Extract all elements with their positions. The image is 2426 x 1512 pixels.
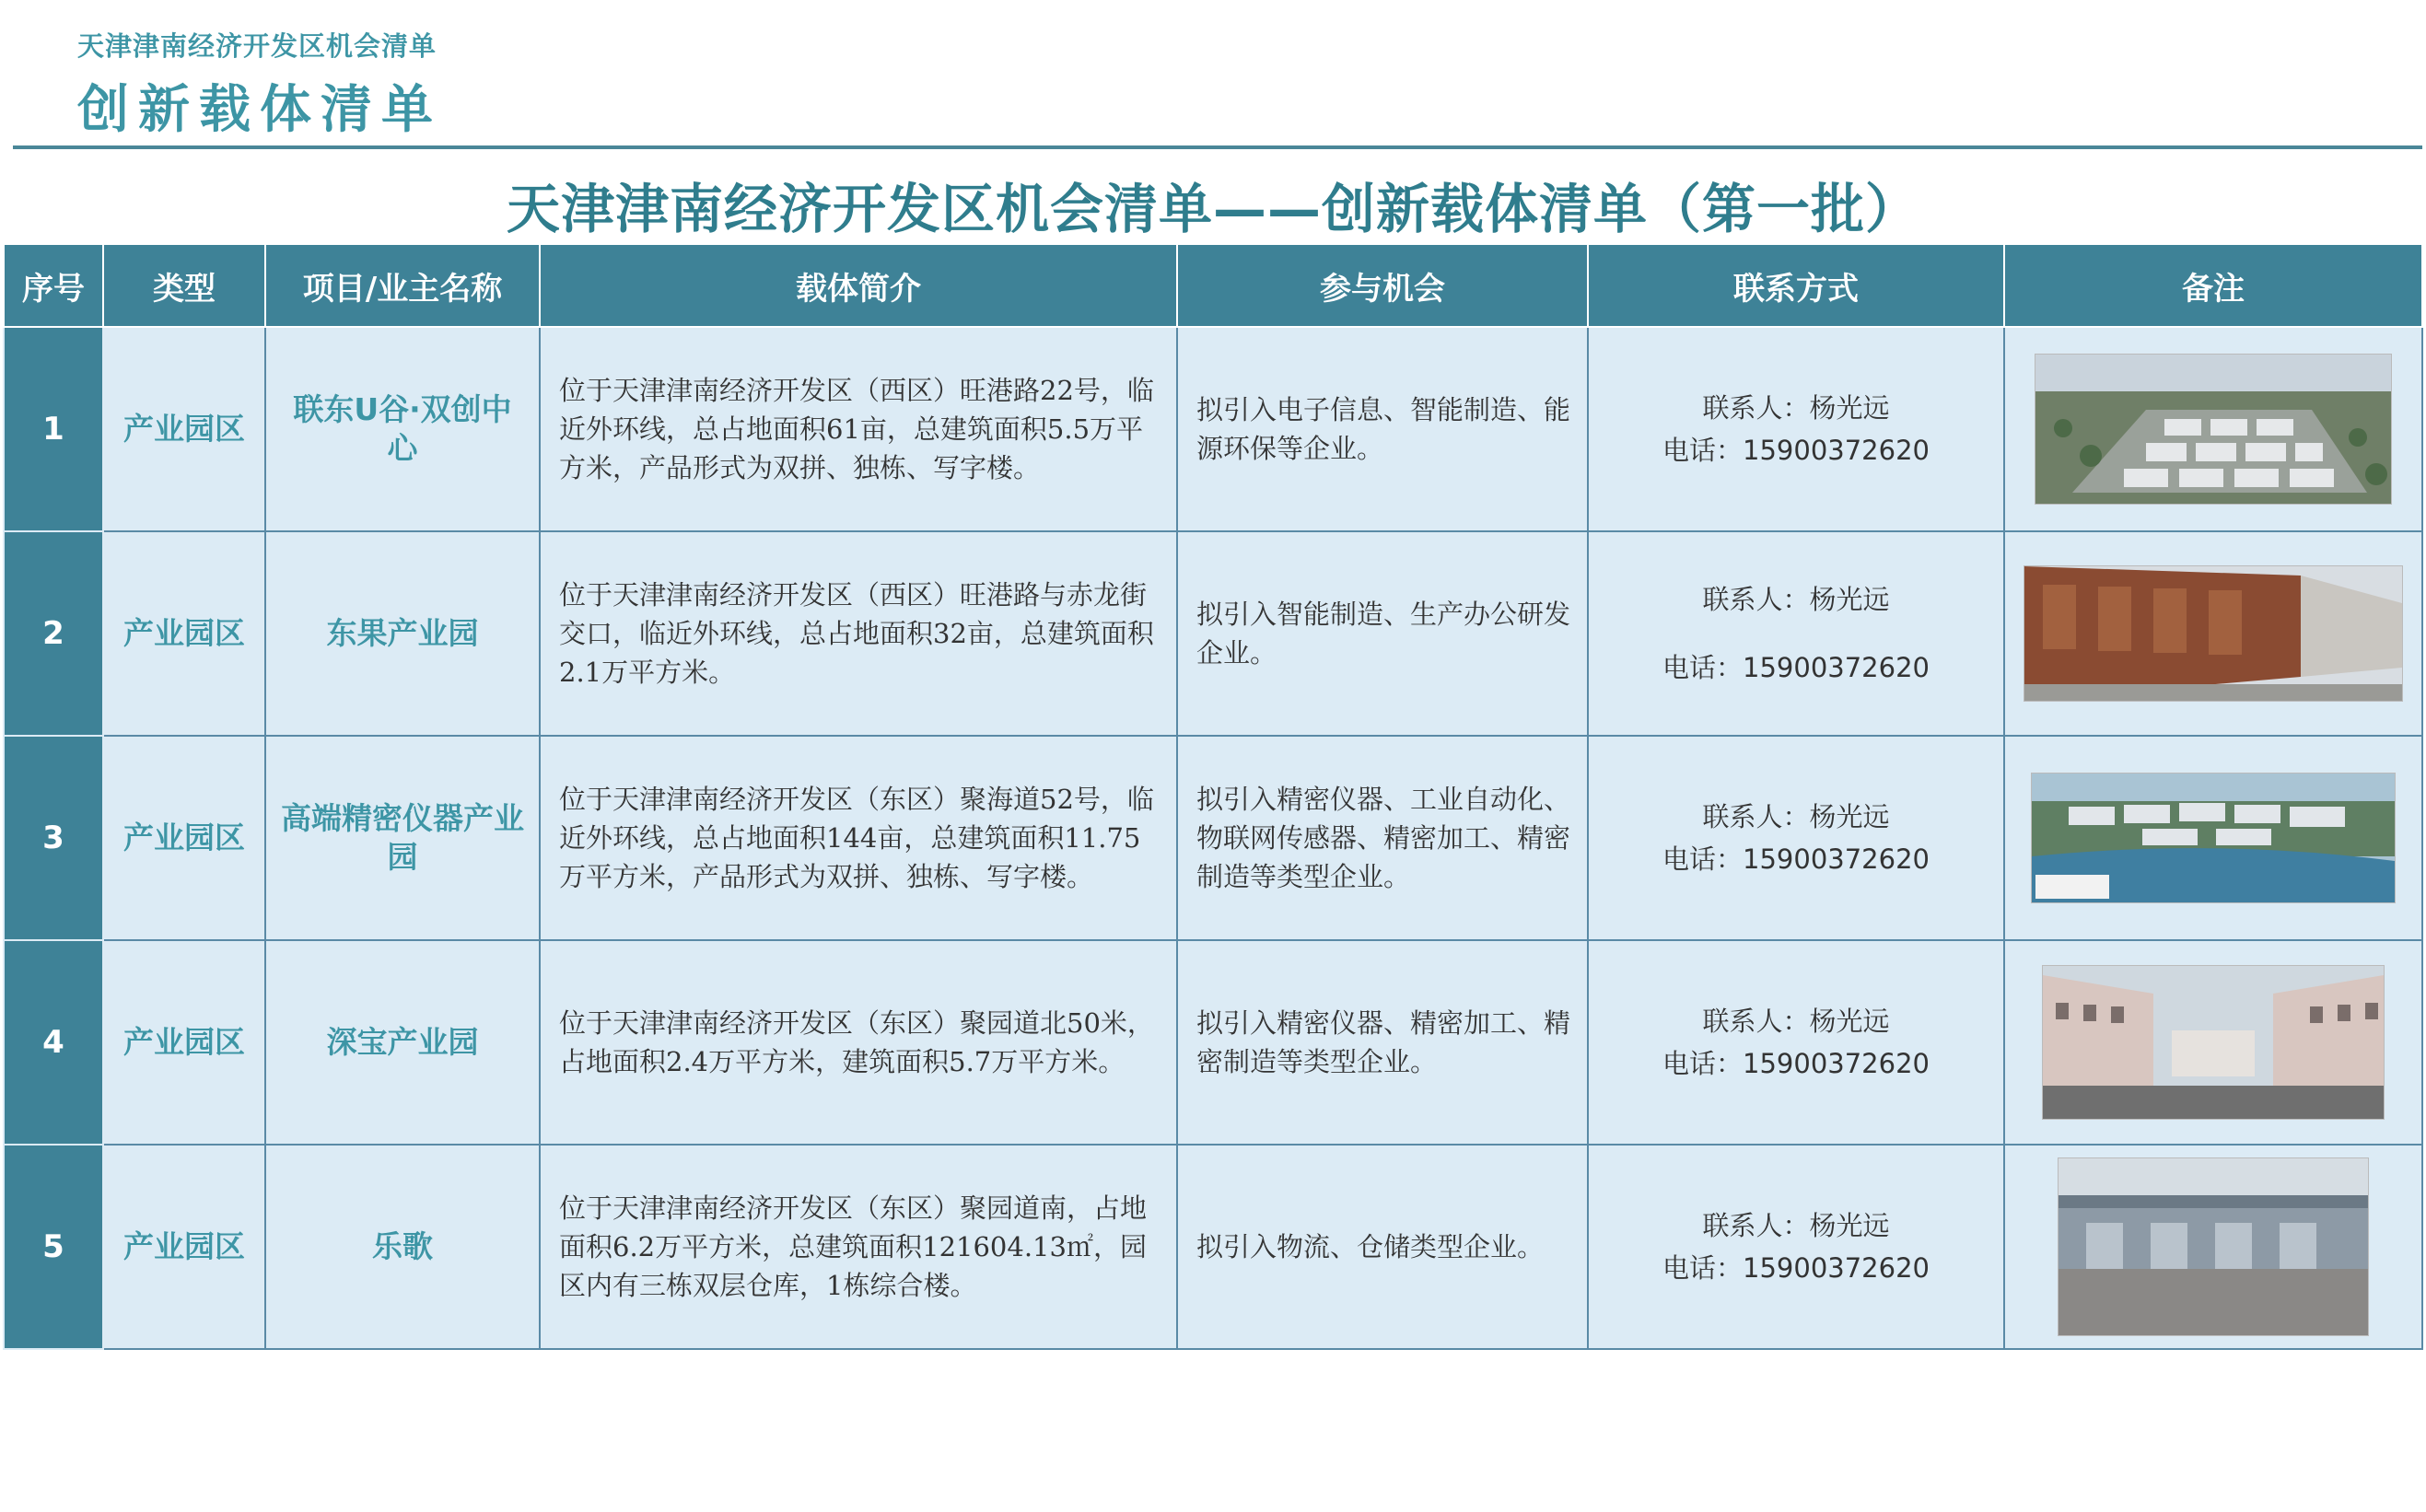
table-row — [4, 531, 2422, 736]
contact-phone: 电话：15900372620 — [1662, 435, 1930, 466]
row-note — [2004, 940, 2422, 1145]
column-header-type: 类型 — [103, 244, 265, 327]
row-opportunity: 拟引入电子信息、智能制造、能源环保等企业。 — [1177, 327, 1588, 531]
row-opportunity: 拟引入精密仪器、工业自动化、物联网传感器、精密加工、精密制造等类型企业。 — [1177, 736, 1588, 940]
riverside-park-rendering — [2031, 773, 2396, 903]
row-contact — [1588, 736, 2004, 940]
office-buildings-photo — [2042, 965, 2385, 1120]
contact-person: 联系人：杨光远 — [1702, 392, 1890, 424]
row-seq: 4 — [4, 940, 103, 1145]
row-note — [2004, 531, 2422, 736]
column-header-note: 备注 — [2004, 244, 2422, 327]
row-type: 产业园区 — [103, 1145, 265, 1349]
brand-subtitle: 天津津南经济开发区机会清单 — [77, 30, 437, 62]
column-header-intro: 载体简介 — [540, 244, 1177, 327]
contact-person: 联系人：杨光远 — [1702, 1210, 1890, 1241]
row-seq: 5 — [4, 1145, 103, 1349]
row-contact — [1588, 531, 2004, 736]
row-seq: 3 — [4, 736, 103, 940]
table-row — [4, 736, 2422, 940]
column-header-seq: 序号 — [4, 244, 103, 327]
row-name: 联东U谷·双创中心 — [265, 327, 540, 531]
carrier-table — [3, 243, 2423, 1350]
row-type: 产业园区 — [103, 531, 265, 736]
row-type: 产业园区 — [103, 327, 265, 531]
column-header-opportunity: 参与机会 — [1177, 244, 1588, 327]
warehouse-photo — [2058, 1157, 2369, 1336]
row-opportunity: 拟引入物流、仓储类型企业。 — [1177, 1145, 1588, 1349]
table-row — [4, 1145, 2422, 1349]
row-intro: 位于天津津南经济开发区（西区）旺港路与赤龙街交口，临近外环线，总占地面积32亩，总建筑面积2.1万平方米。 — [540, 531, 1177, 736]
row-contact — [1588, 327, 2004, 531]
contact-person: 联系人：杨光远 — [1702, 801, 1890, 832]
table-row — [4, 327, 2422, 531]
row-intro: 位于天津津南经济开发区（东区）聚园道北50米，占地面积2.4万平方米，建筑面积5.7万平方米。 — [540, 940, 1177, 1145]
table-row — [4, 940, 2422, 1145]
brand-logo — [77, 26, 442, 143]
table-header-row — [4, 244, 2422, 327]
row-intro: 位于天津津南经济开发区（东区）聚园道南，占地面积6.2万平方米，总建筑面积121604.13㎡，园区内有三栋双层仓库，1栋综合楼。 — [540, 1145, 1177, 1349]
contact-person: 联系人：杨光远 — [1702, 1006, 1890, 1037]
row-contact — [1588, 940, 2004, 1145]
row-note — [2004, 327, 2422, 531]
row-name: 东果产业园 — [265, 531, 540, 736]
row-seq: 1 — [4, 327, 103, 531]
contact-person: 联系人：杨光远 — [1702, 584, 1890, 615]
row-type: 产业园区 — [103, 940, 265, 1145]
row-opportunity: 拟引入精密仪器、精密加工、精密制造等类型企业。 — [1177, 940, 1588, 1145]
row-contact — [1588, 1145, 2004, 1349]
row-seq: 2 — [4, 531, 103, 736]
contact-phone: 电话：15900372620 — [1662, 652, 1930, 683]
row-name: 高端精密仪器产业园 — [265, 736, 540, 940]
column-header-name: 项目/业主名称 — [265, 244, 540, 327]
column-header-contact: 联系方式 — [1588, 244, 2004, 327]
aerial-rendering-photo — [2035, 354, 2392, 505]
contact-phone: 电话：15900372620 — [1662, 1048, 1930, 1079]
page-title: 天津津南经济开发区机会清单——创新载体清单（第一批） — [506, 178, 1919, 240]
contact-phone: 电话：15900372620 — [1662, 843, 1930, 875]
row-type: 产业园区 — [103, 736, 265, 940]
row-opportunity: 拟引入智能制造、生产办公研发企业。 — [1177, 531, 1588, 736]
factory-building-photo — [2024, 565, 2403, 702]
header-divider — [13, 145, 2422, 149]
row-intro: 位于天津津南经济开发区（东区）聚海道52号，临近外环线，总占地面积144亩，总建筑面积11.75万平方米，产品形式为双拼、独栋、写字楼。 — [540, 736, 1177, 940]
row-intro: 位于天津津南经济开发区（西区）旺港路22号，临近外环线，总占地面积61亩，总建筑面积5.5万平方米，产品形式为双拼、独栋、写字楼。 — [540, 327, 1177, 531]
contact-phone: 电话：15900372620 — [1662, 1252, 1930, 1284]
row-name: 深宝产业园 — [265, 940, 540, 1145]
row-note — [2004, 736, 2422, 940]
brand-title: 创新载体清单 — [77, 80, 442, 140]
row-note — [2004, 1145, 2422, 1349]
row-name: 乐歌 — [265, 1145, 540, 1349]
